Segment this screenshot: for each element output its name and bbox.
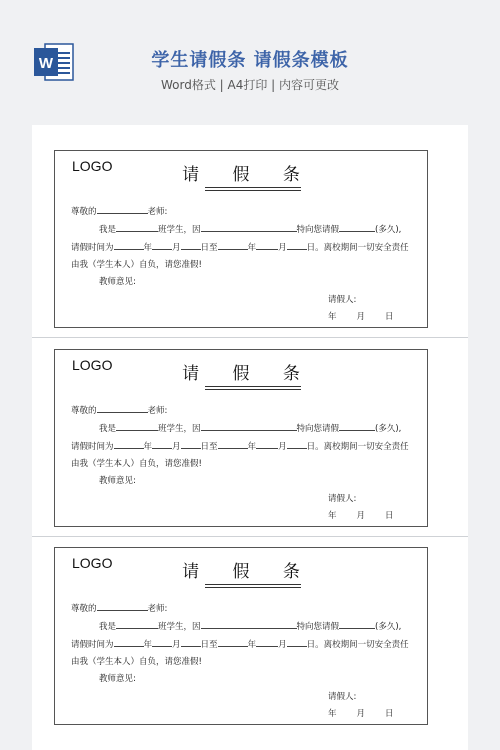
form-title: 请 假 条 bbox=[182, 364, 314, 384]
card-separator bbox=[32, 337, 468, 338]
reason-blank[interactable] bbox=[201, 421, 297, 431]
document-sheet bbox=[32, 125, 468, 750]
salutation-label: 尊敬的 bbox=[71, 207, 97, 217]
signature-date: 年 月 日 bbox=[328, 511, 394, 521]
student-line: 我是 班学生，因 特向您请假 (多久), bbox=[99, 421, 401, 434]
start-year-blank[interactable] bbox=[114, 439, 144, 449]
applicant-label: 请假人: bbox=[328, 692, 357, 702]
page-header bbox=[0, 0, 500, 112]
class-blank[interactable] bbox=[116, 619, 158, 629]
salutation-line bbox=[71, 403, 167, 416]
title-underline bbox=[205, 587, 301, 588]
start-day-blank[interactable] bbox=[181, 637, 201, 647]
page-subtitle: Word格式 | A4打印 | 内容可更改 bbox=[160, 78, 340, 92]
class-blank[interactable] bbox=[116, 421, 158, 431]
signature-date: 年 月 日 bbox=[328, 312, 394, 322]
applicant-label: 请假人: bbox=[328, 494, 357, 504]
logo-placeholder: LOGO bbox=[72, 555, 113, 571]
date-range-line: 请假时间为 年 月 日至 年 月 日。离校期间一切安全责任 bbox=[71, 439, 409, 452]
start-month-blank[interactable] bbox=[152, 637, 172, 647]
logo-placeholder: LOGO bbox=[72, 158, 113, 174]
date-range-line: 请假时间为 年 月 日至 年 月 日。离校期间一切安全责任 bbox=[71, 240, 409, 253]
applicant-label: 请假人: bbox=[328, 295, 357, 305]
end-year-blank[interactable] bbox=[218, 439, 248, 449]
start-month-blank[interactable] bbox=[152, 439, 172, 449]
salutation-line bbox=[71, 601, 167, 614]
start-year-blank[interactable] bbox=[114, 240, 144, 250]
teacher-name-blank[interactable] bbox=[97, 601, 148, 611]
end-month-blank[interactable] bbox=[256, 240, 278, 250]
leave-slip-card bbox=[54, 547, 428, 725]
logo-placeholder: LOGO bbox=[72, 357, 113, 373]
start-year-blank[interactable] bbox=[114, 637, 144, 647]
student-line: 我是 班学生，因 特向您请假 (多久), bbox=[99, 619, 401, 632]
reason-blank[interactable] bbox=[201, 222, 297, 232]
form-title: 请 假 条 bbox=[182, 165, 314, 185]
teacher-opinion-label: 教师意见: bbox=[99, 674, 136, 684]
leave-slip-card bbox=[54, 349, 428, 527]
teacher-opinion-label: 教师意见: bbox=[99, 476, 136, 486]
page-title: 学生请假条 请假条模板 bbox=[151, 50, 349, 71]
card-separator bbox=[32, 536, 468, 537]
end-month-blank[interactable] bbox=[256, 637, 278, 647]
title-underline bbox=[205, 389, 301, 390]
responsibility-line: 由我（学生本人）自负，请您准假! bbox=[71, 260, 202, 270]
responsibility-line: 由我（学生本人）自负，请您准假! bbox=[71, 657, 202, 667]
start-day-blank[interactable] bbox=[181, 439, 201, 449]
salutation-label: 尊敬的 bbox=[71, 604, 97, 614]
end-year-blank[interactable] bbox=[218, 240, 248, 250]
end-month-blank[interactable] bbox=[256, 439, 278, 449]
title-underline bbox=[205, 584, 301, 585]
start-month-blank[interactable] bbox=[152, 240, 172, 250]
class-blank[interactable] bbox=[116, 222, 158, 232]
end-day-blank[interactable] bbox=[287, 439, 307, 449]
teacher-label: 老师: bbox=[147, 406, 168, 416]
leave-slip-card bbox=[54, 150, 428, 328]
duration-blank[interactable] bbox=[339, 619, 375, 629]
title-underline bbox=[205, 190, 301, 191]
salutation-line bbox=[71, 204, 167, 217]
student-line: 我是 班学生，因 特向您请假 (多久), bbox=[99, 222, 401, 235]
teacher-name-blank[interactable] bbox=[97, 403, 148, 413]
signature-date: 年 月 日 bbox=[328, 709, 394, 719]
start-day-blank[interactable] bbox=[181, 240, 201, 250]
duration-blank[interactable] bbox=[339, 222, 375, 232]
end-year-blank[interactable] bbox=[218, 637, 248, 647]
duration-blank[interactable] bbox=[339, 421, 375, 431]
reason-blank[interactable] bbox=[201, 619, 297, 629]
svg-text:W: W bbox=[38, 55, 54, 72]
teacher-label: 老师: bbox=[147, 207, 168, 217]
teacher-name-blank[interactable] bbox=[97, 204, 148, 214]
end-day-blank[interactable] bbox=[287, 637, 307, 647]
end-day-blank[interactable] bbox=[287, 240, 307, 250]
date-range-line: 请假时间为 年 月 日至 年 月 日。离校期间一切安全责任 bbox=[71, 637, 409, 650]
form-title: 请 假 条 bbox=[182, 562, 314, 582]
teacher-opinion-label: 教师意见: bbox=[99, 277, 136, 287]
responsibility-line: 由我（学生本人）自负，请您准假! bbox=[71, 459, 202, 469]
teacher-label: 老师: bbox=[147, 604, 168, 614]
title-underline bbox=[205, 386, 301, 387]
salutation-label: 尊敬的 bbox=[71, 406, 97, 416]
title-underline bbox=[205, 187, 301, 188]
